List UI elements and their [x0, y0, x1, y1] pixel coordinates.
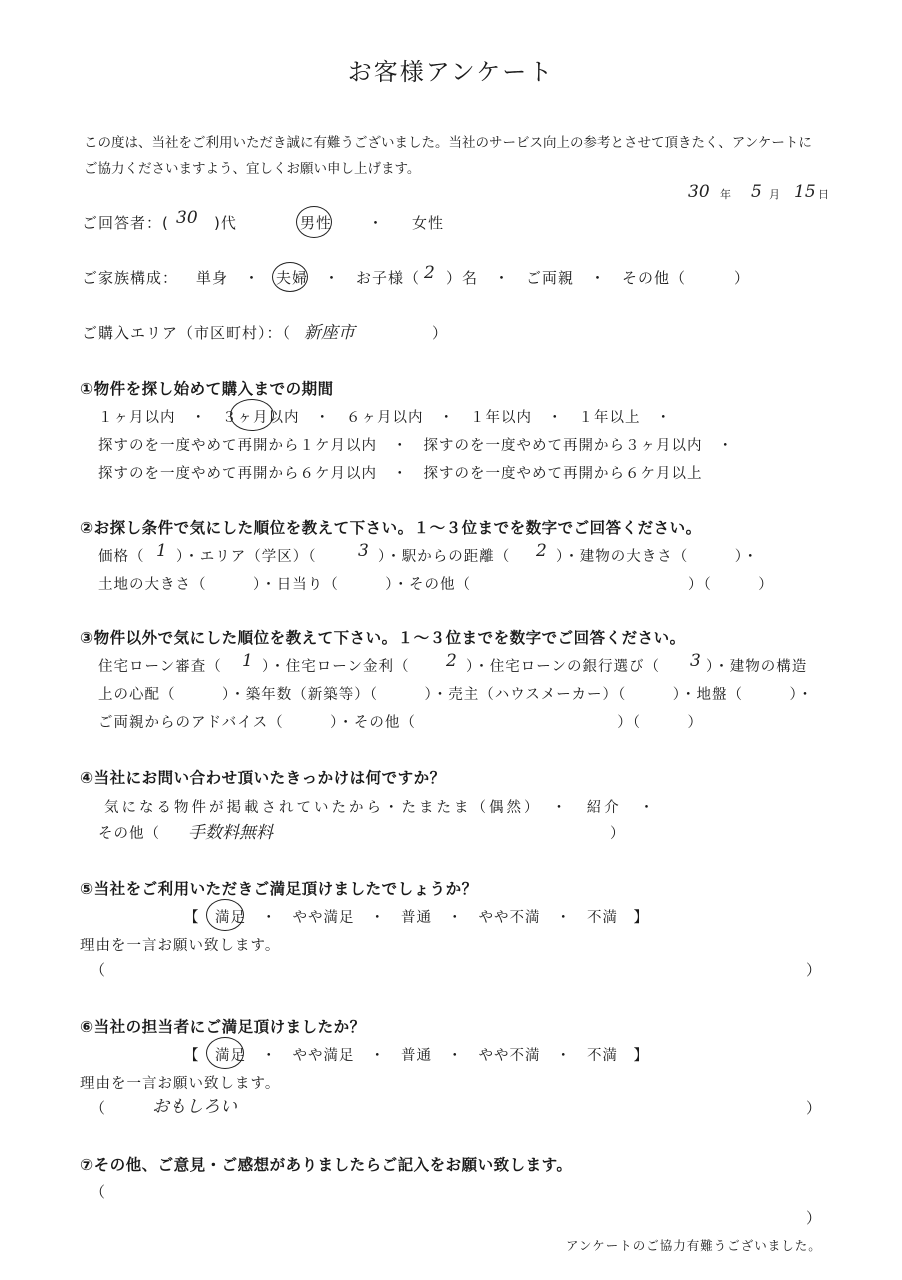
question-6-reason-value: おもしろい — [152, 1097, 237, 1117]
question-2-area-label: ）・エリア（学区）（ — [176, 549, 317, 565]
date-month-value: 5 — [751, 182, 762, 202]
date-year-value: 30 — [688, 182, 710, 202]
thanks-note: アンケートのご協力有難うございました。 — [566, 1238, 822, 1253]
selection-circle-mark — [272, 262, 308, 292]
question-6-title: ⑥当社の担当者にご満足頂けましたか？ — [80, 1018, 366, 1036]
selection-circle-mark — [206, 1037, 244, 1069]
question-4-other-value: 手数料無料 — [188, 823, 273, 843]
question-3-title: ③物件以外で気にした順位を教えて下さい。１～３位までを数字でご回答ください。 — [80, 629, 686, 647]
question-3-loan-review-rank: 1 — [242, 651, 253, 671]
question-1-options-line-3: 探すのを一度やめて再開から６ケ月以内 ・ 探すのを一度やめて再開から６ケ月以上 — [98, 466, 703, 482]
family-options: 単身 ・ 夫婦 ・ お子様（ — [196, 269, 421, 287]
question-2-title: ②お探し条件で気にした順位を教えて下さい。１～３位までを数字でご回答ください。 — [80, 519, 702, 537]
question-3-loan-rate-label: ）・住宅ローン金利（ — [262, 659, 410, 675]
question-3-options-line-2: 上の心配（ ）・築年数（新築等）（ ）・売主（ハウスメーカー）（ ）・地盤（ ）・ — [98, 687, 814, 703]
respondent-age-suffix: )代 — [214, 214, 237, 232]
respondent-age-value: 30 — [176, 208, 198, 228]
question-7-open: （ — [90, 1183, 106, 1201]
selection-circle-mark — [296, 206, 332, 238]
area-label: ご購入エリア（市区町村）：（ — [82, 324, 292, 342]
family-label: ご家族構成： — [82, 269, 179, 287]
question-4-other-label: その他（ — [98, 826, 160, 842]
question-3-loan-rate-rank: 2 — [446, 651, 457, 671]
question-4-title: ④当社にお問い合わせ頂いたきっかけは何ですか？ — [80, 769, 446, 787]
question-5-reason-label: 理由を一言お願い致します。 — [80, 938, 281, 954]
question-3-options-line-3: ご両親からのアドバイス（ ）・その他（ ）（ ） — [98, 715, 704, 731]
question-5-title: ⑤当社をご利用いただきご満足頂けましたでしょうか？ — [80, 880, 478, 898]
respondent-label: ご回答者：( — [82, 214, 169, 232]
question-3-loan-bank-rank: 3 — [690, 651, 701, 671]
respondent-separator: ・ — [368, 214, 385, 232]
question-2-station-rank: 2 — [536, 541, 547, 561]
question-2-price-label: 価格（ — [98, 549, 145, 565]
question-6-scale: 【 満足 ・ やや満足 ・ 普通 ・ やや不満 ・ 不満 】 — [184, 1048, 649, 1064]
question-1-title: ①物件を探し始めて購入までの期間 — [80, 380, 334, 398]
question-3-structure-label: ）・建物の構造 — [706, 659, 808, 675]
question-7-title: ⑦その他、ご意見・ご感想がありましたらご記入をお願い致します。 — [80, 1156, 573, 1174]
question-7-close: ） — [806, 1209, 822, 1227]
question-5-scale: 【 満足 ・ やや満足 ・ 普通 ・ やや不満 ・ 不満 】 — [184, 910, 649, 926]
question-1-options-line-1: １ヶ月以内 ・ ３ヶ月以内 ・ ６ヶ月以内 ・ １年以内 ・ １年以上 ・ — [98, 410, 672, 426]
question-3-loan-bank-label: ）・住宅ローンの銀行選び（ — [466, 659, 660, 675]
respondent-female-option: 女性 — [412, 214, 445, 232]
selection-circle-mark — [230, 399, 274, 431]
date-month-label: 月 — [769, 188, 780, 201]
question-2-building-size-label: ）・建物の大きさ（ ）・ — [556, 549, 759, 565]
question-2-options-line-2: 土地の大きさ（ ）・日当り（ ）・その他（ ）（ ） — [98, 577, 774, 593]
area-close: ） — [432, 324, 449, 342]
date-year-label: 年 — [720, 188, 731, 201]
question-2-area-rank: 3 — [358, 541, 369, 561]
question-6-reason-close: ） — [806, 1099, 822, 1117]
question-4-other-close: ） — [610, 826, 626, 842]
question-2-price-rank: 1 — [156, 541, 167, 561]
intro-line-2: ご協力くださいますよう、宜しくお願い申し上げます。 — [84, 161, 421, 177]
question-3-loan-review-label: 住宅ローン審査（ — [98, 659, 222, 675]
question-6-reason-open: （ — [90, 1099, 106, 1117]
selection-circle-mark — [206, 899, 244, 931]
page-title: お客様アンケート — [347, 58, 555, 86]
question-1-options-line-2: 探すのを一度やめて再開から１ケ月以内 ・ 探すのを一度やめて再開から３ヶ月以内 ・ — [98, 438, 734, 454]
question-4-options: 気になる物件が掲載されていたから・たまたま（偶然） ・ 紹介 ・ — [104, 800, 657, 816]
question-2-station-label: ）・駅からの距離（ — [378, 549, 511, 565]
intro-line-1: この度は、当社をご利用いただき誠に有難うございました。当社のサービス向上の参考とさせて頂きたく、アンケートに — [84, 135, 812, 151]
family-options-continued: ）名 ・ ご両親 ・ その他（ ） — [446, 269, 751, 287]
question-6-reason-label: 理由を一言お願い致します。 — [80, 1076, 281, 1092]
question-5-reason-close: ） — [806, 961, 822, 979]
family-children-value: 2 — [424, 263, 435, 283]
date-day-value: 15 — [794, 182, 816, 202]
respondent-male-option: 男性 — [300, 214, 333, 232]
question-5-reason-open: （ — [90, 961, 106, 979]
date-day-label: 日 — [818, 188, 829, 201]
area-value: 新座市 — [304, 323, 355, 343]
